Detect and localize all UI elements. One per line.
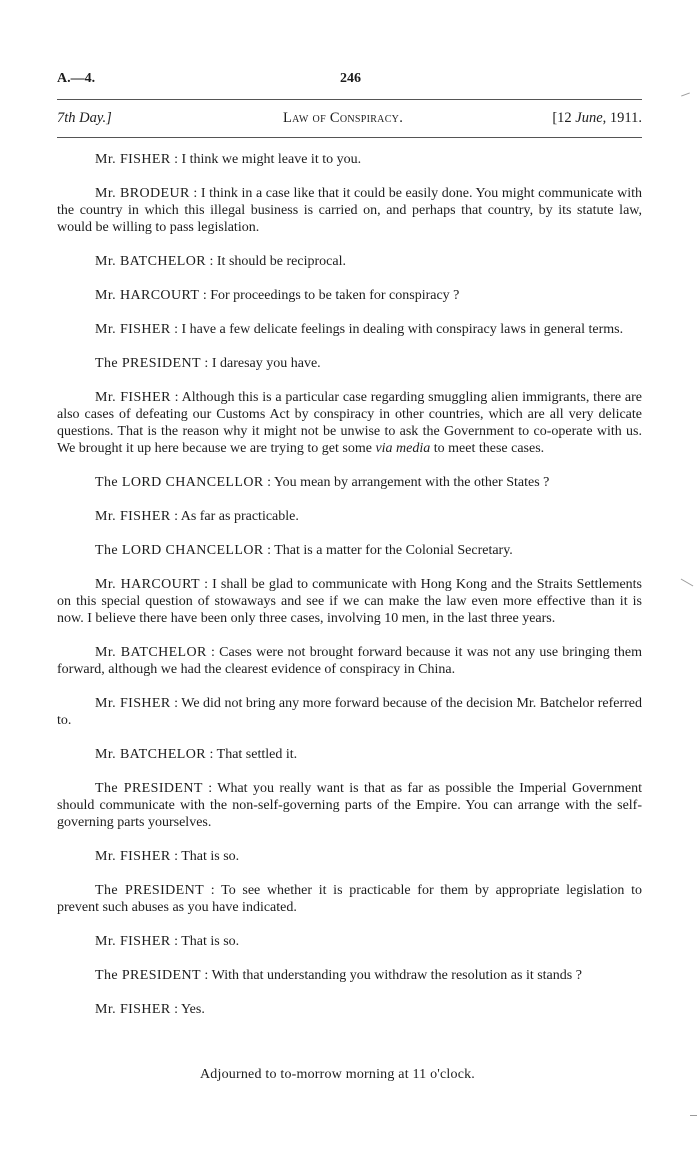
speaker-name: The PRESIDENT <box>95 781 203 796</box>
speaker-name: Mr. BRODEUR <box>95 186 190 201</box>
transcript-paragraph: Mr. FISHER : That is so. <box>95 849 240 864</box>
transcript-paragraph: Mr. FISHER : Yes. <box>95 1002 205 1017</box>
speech-italic: via media <box>375 441 431 456</box>
speech-text: As far as practicable. <box>180 509 299 524</box>
speaker-name: The PRESIDENT <box>95 968 201 983</box>
running-header <box>57 110 642 132</box>
speech-text: You mean by arrangement with the other States ? <box>273 475 550 490</box>
date-prefix: [12 <box>552 110 576 126</box>
document-reference: A.—4. <box>57 71 96 86</box>
speaker-name: The LORD CHANCELLOR <box>95 543 264 558</box>
transcript-paragraph: The LORD CHANCELLOR : That is a matter for the Colonial Secretary. <box>95 543 513 558</box>
sitting-day: 7th Day.] <box>57 110 112 126</box>
transcript-paragraph: Mr. FISHER : We did not bring any more forward because of the decision Mr. Batchelor referred to. <box>57 696 642 728</box>
speech-text: I shall be glad to communicate with Hong Kong and the Straits Settlements on this special question of stowaways and see if we can make the law even more effective than it is now. I believe there have been only three cases, involving 10 men, in the last three years. <box>57 577 643 626</box>
adjournment-note: Adjourned to to-morrow morning at 11 o'clock. <box>200 1067 476 1082</box>
date-suffix: , 1911. <box>602 110 642 126</box>
speaker-name: Mr. FISHER <box>95 934 171 949</box>
transcript-body <box>57 151 642 1035</box>
speaker-name: Mr. BATCHELOR <box>95 254 206 269</box>
speech-text: What you really want is that as far as possible the Imperial Government should communicate with the non-self-governing parts of the Empire. You can arrange with the self-governing parts yourselves. <box>57 781 642 830</box>
speaker-name: Mr. BATCHELOR <box>95 645 207 660</box>
transcript-paragraph: The LORD CHANCELLOR : You mean by arrangement with the other States ? <box>95 475 550 490</box>
sitting-date <box>552 110 642 127</box>
header-rule-bottom <box>57 137 642 138</box>
transcript-paragraph: Mr. HARCOURT : For proceedings to be taken for conspiracy ? <box>95 288 460 303</box>
transcript-paragraph: The PRESIDENT : With that understanding you withdraw the resolution as it stands ? <box>95 968 582 983</box>
page-number: 246 <box>340 71 361 86</box>
speech-text: to meet these cases. <box>430 441 545 456</box>
transcript-paragraph: Mr. BATCHELOR : That settled it. <box>95 747 298 762</box>
date-month: June <box>575 110 603 126</box>
speech-text: That is a matter for the Colonial Secretary. <box>274 543 513 558</box>
page-header <box>57 71 640 91</box>
speech-text: I daresay you have. <box>211 356 321 371</box>
speech-text: That is so. <box>181 849 240 864</box>
speech-text: I think in a case like that it could be easily done. You might communicate with the country in which this illegal business is carried on, and perhaps that country, by its statute law, would be willing to pass legislation. <box>57 186 643 235</box>
speech-text: I think we might leave it to you. <box>181 152 362 167</box>
speaker-name: Mr. HARCOURT <box>95 577 200 592</box>
transcript-paragraph: The PRESIDENT : I daresay you have. <box>95 356 321 371</box>
speech-text: To see whether it is practicable for them by appropriate legislation to prevent such abuses as you have indicated. <box>57 883 642 915</box>
speaker-name: Mr. FISHER <box>95 509 171 524</box>
speech-text: That is so. <box>181 934 240 949</box>
speech-text: It should be reciprocal. <box>216 254 346 269</box>
speaker-name: Mr. FISHER <box>95 322 171 337</box>
speech-text: I have a few delicate feelings in dealing with conspiracy laws in general terms. <box>181 322 624 337</box>
section-title: Law of Conspiracy. <box>283 110 404 126</box>
speech-text: Cases were not brought forward because it was not any use bringing them forward, although we had the clearest evidence of conspiracy in China. <box>57 645 642 677</box>
transcript-paragraph: Mr. HARCOURT : I shall be glad to communicate with Hong Kong and the Straits Settlements on this special question of stowaways and see if we can make the law even more effective than it is now. I believe there have been only three cases, involving 10 men, in the last three years. <box>57 577 643 626</box>
transcript-paragraph: Mr. FISHER : As far as practicable. <box>95 509 299 524</box>
transcript-paragraph: Mr. BATCHELOR : Cases were not brought forward because it was not any use bringing them forward, although we had the clearest evidence of conspiracy in China. <box>57 645 642 677</box>
speech-text: That settled it. <box>216 747 298 762</box>
speaker-name: Mr. FISHER <box>95 849 171 864</box>
transcript-paragraph: Mr. FISHER : I think we might leave it to you. <box>95 152 362 167</box>
transcript-paragraph: Mr. BATCHELOR : It should be reciprocal. <box>95 254 346 269</box>
scan-mark <box>681 92 690 96</box>
speech-text: With that understanding you withdraw the resolution as it stands ? <box>211 968 582 983</box>
speech-text: Although this is a particular case regarding smuggling alien immigrants, there are also cases of defeating our Customs Act by conspiracy in other countries, which are all very delicate questions. That is the reason why it might not be unwise to ask the Government to co-operate with us. We brought it up here because we are trying to get some <box>57 390 642 456</box>
speech-text: Yes. <box>180 1002 205 1017</box>
scan-mark <box>681 579 694 587</box>
speaker-name: Mr. HARCOURT <box>95 288 200 303</box>
speaker-name: Mr. FISHER <box>95 696 171 711</box>
speaker-name: Mr. FISHER <box>95 390 171 405</box>
transcript-paragraph: The PRESIDENT : To see whether it is practicable for them by appropriate legislation to prevent such abuses as you have indicated. <box>57 883 642 915</box>
transcript-paragraph: Mr. FISHER : That is so. <box>95 934 240 949</box>
transcript-paragraph: The PRESIDENT : What you really want is that as far as possible the Imperial Government should communicate with the non-self-governing parts of the Empire. You can arrange with the self-governing parts yourselves. <box>57 781 642 830</box>
transcript-paragraph: Mr. BRODEUR : I think in a case like that it could be easily done. You might communicate with the country in which this illegal business is carried on, and perhaps that country, by its statute law, would be willing to pass legislation. <box>57 186 643 235</box>
transcript-paragraph: Mr. FISHER : I have a few delicate feelings in dealing with conspiracy laws in general terms. <box>95 322 624 337</box>
transcript-paragraph: Mr. FISHER : Although this is a particular case regarding smuggling alien immigrants, there are also cases of defeating our Customs Act by conspiracy in other countries, which are all very delicate questions. That is the reason why it might not be unwise to ask the Government to co-operate with us. We brought it up here because we are trying to get some via media to meet these cases. <box>57 390 642 456</box>
speaker-name: Mr. BATCHELOR <box>95 747 206 762</box>
scan-mark <box>690 1115 697 1116</box>
header-rule-top <box>57 99 642 100</box>
speaker-name: The PRESIDENT <box>95 356 201 371</box>
speaker-name: Mr. FISHER <box>95 1002 171 1017</box>
speech-text: We did not bring any more forward because of the decision Mr. Batchelor referred to. <box>57 696 642 728</box>
speech-text: For proceedings to be taken for conspiracy ? <box>210 288 460 303</box>
speaker-name: The PRESIDENT <box>95 883 205 898</box>
speaker-name: The LORD CHANCELLOR <box>95 475 264 490</box>
speaker-name: Mr. FISHER <box>95 152 171 167</box>
